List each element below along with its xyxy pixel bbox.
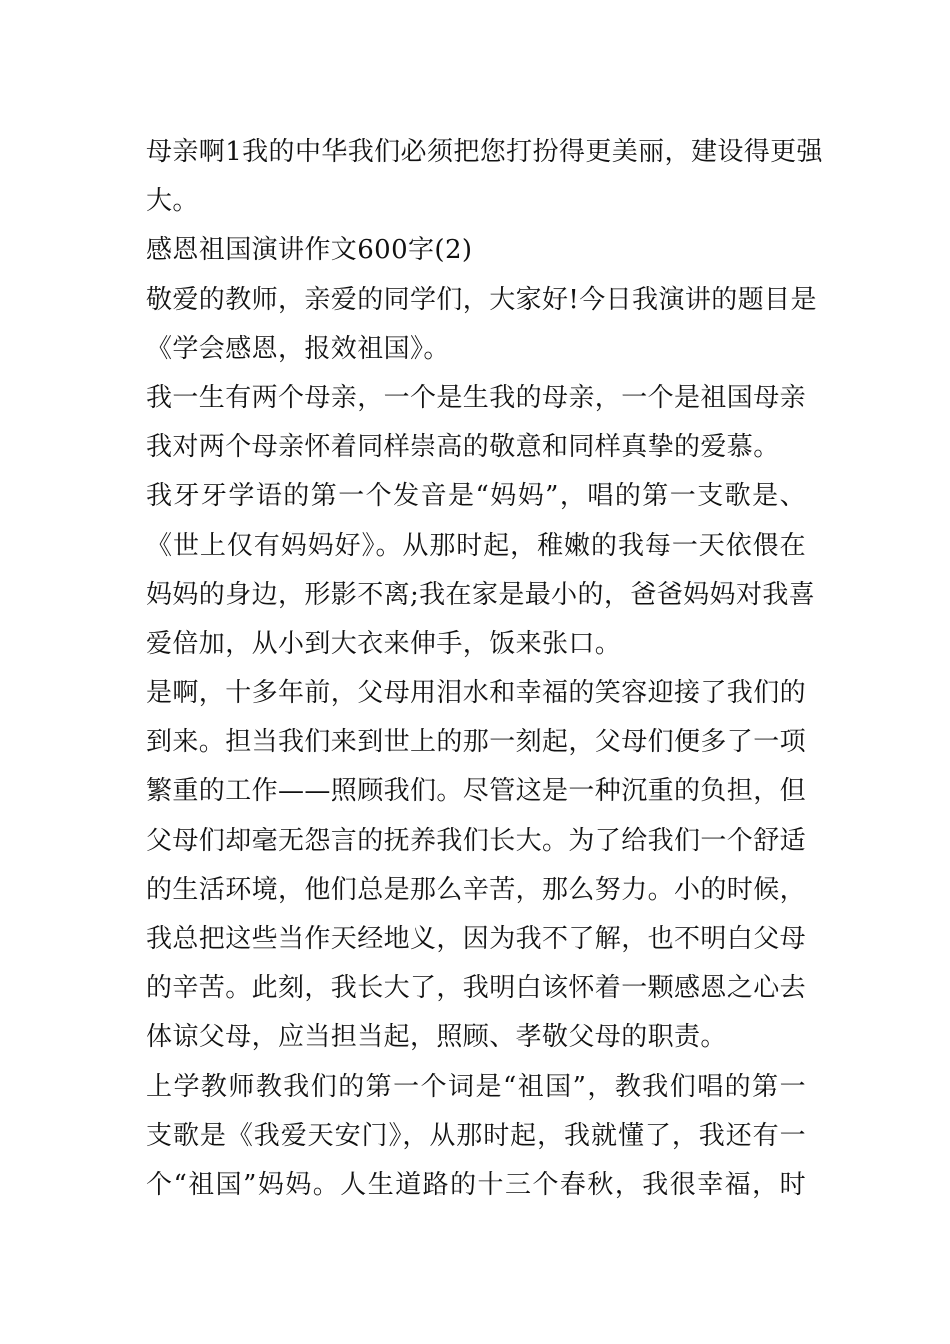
text-line: 母亲啊1我的中华我们必须把您打扮得更美丽，建设得更强 [146,137,823,167]
text-line: 繁重的工作——照顾我们。尽管这是一种沉重的负担，但 [146,776,807,807]
text-line: 敬爱的教师，亲爱的同学们，大家好!今日我演讲的题目是 [146,284,817,315]
text-line: 的生活环境，他们总是那么辛苦，那么努力。小的时候， [146,874,807,905]
text-line: 我总把这些当作天经地义，因为我不了解，也不明白父母 [146,924,807,954]
text-line: 我对两个母亲怀着同样崇高的敬意和同样真挚的爱慕。 [146,432,780,463]
text-line: 《世上仅有妈妈好》。从那时起，稚嫩的我每一天依偎在 [146,530,806,561]
text-line: 支歌是《我爱天安门》，从那时起，我就懂了，我还有一 [146,1120,806,1151]
text-line: 大。 [146,186,199,217]
text-line: 个“祖国”妈妈。人生道路的十三个春秋，我很幸福，时 [146,1169,806,1200]
text-line: 爱倍加，从小到大衣来伸手，饭来张口。 [146,628,622,659]
text-line: 感恩祖国演讲作文600字(2) [146,235,473,266]
text-line: 我牙牙学语的第一个发音是“妈妈”，唱的第一支歌是、 [146,481,806,512]
text-line: 到来。担当我们来到世上的那一刻起，父母们便多了一项 [146,727,807,758]
text-line: 《学会感恩，报效祖国》。 [146,333,450,364]
text-line: 是啊，十多年前，父母用泪水和幸福的笑容迎接了我们的 [146,678,807,709]
text-line: 我一生有两个母亲，一个是生我的母亲，一个是祖国母亲 [146,382,807,413]
text-line: 上学教师教我们的第一个词是“祖国”，教我们唱的第一 [146,1071,806,1102]
text-line: 父母们却毫无怨言的抚养我们长大。为了给我们一个舒适 [146,825,807,856]
text-line: 体谅父母，应当担当起，照顾、孝敬父母的职责。 [146,1022,727,1053]
text-line: 妈妈的身边，形影不离;我在家是最小的，爸爸妈妈对我喜 [146,579,816,610]
document-body [146,128,823,1210]
text-line: 的辛苦。此刻，我长大了，我明白该怀着一颗感恩之心去 [146,973,807,1004]
